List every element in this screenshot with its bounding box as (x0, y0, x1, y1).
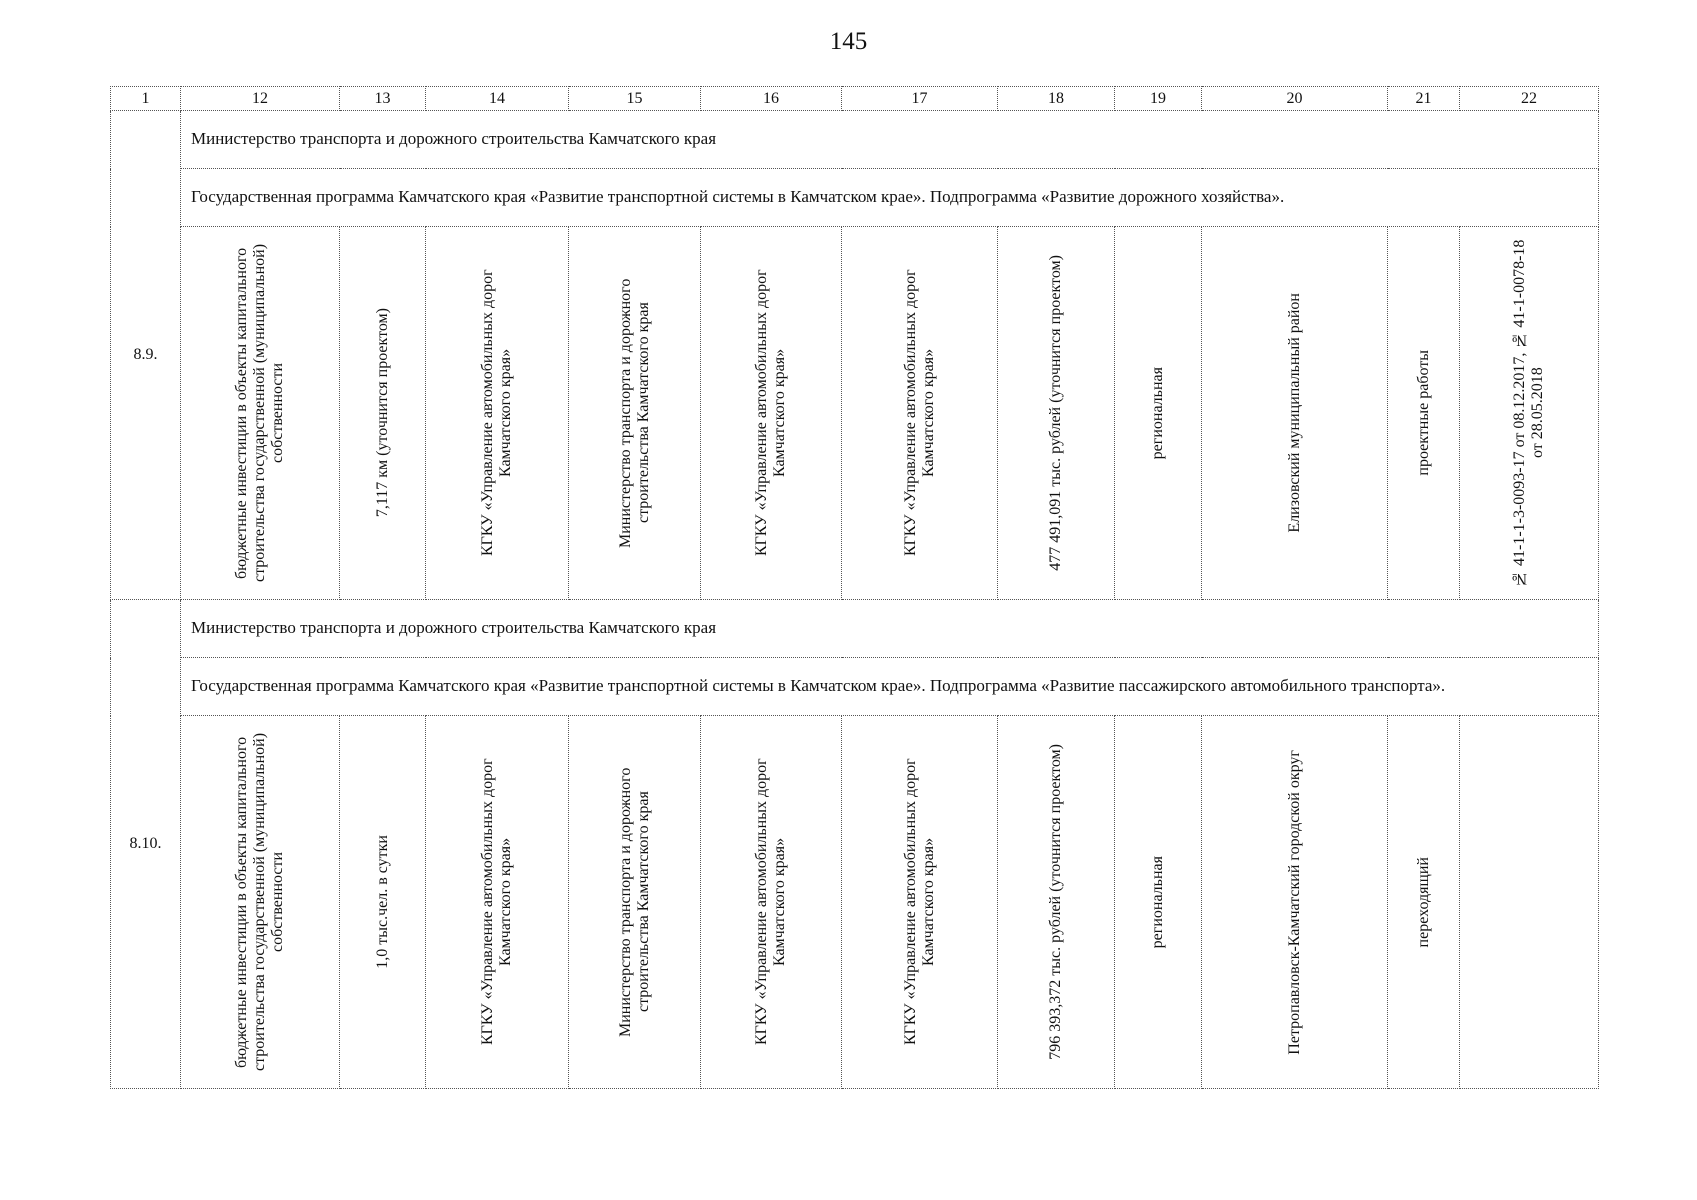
expertise-cell: № 41-1-1-3-0093-17 от 08.12.2017, № 41-1-0078-18 от 28.05.2018 (1460, 227, 1599, 600)
table-row (111, 716, 1599, 1089)
location-cell: Петропавловск-Камчатский городской округ (1202, 716, 1388, 1089)
stage-cell: переходящий (1388, 716, 1460, 1089)
authority-cell: Министерство транспорта и дорожного строительства Камчатского края (569, 716, 701, 1089)
cost-cell: 477 491,091 тыс. рублей (уточнится проектом) (998, 227, 1115, 600)
column-header: 18 (998, 87, 1115, 111)
stage-cell: проектные работы (1388, 227, 1460, 600)
developer-cell: КГКУ «Управление автомобильных дорог Камчатского края» (701, 716, 842, 1089)
column-number-row (111, 87, 1599, 111)
ministry-name: Министерство транспорта и дорожного строительства Камчатского края (181, 111, 1599, 169)
expertise-cell (1460, 716, 1599, 1089)
recipient-cell: КГКУ «Управление автомобильных дорог Камчатского края» (842, 227, 998, 600)
developer-cell: КГКУ «Управление автомобильных дорог Камчатского края» (701, 227, 842, 600)
program-row (111, 658, 1599, 716)
location-cell: Елизовский муниципальный район (1202, 227, 1388, 600)
ownership-cell: региональная (1115, 716, 1202, 1089)
page-number: 145 (829, 28, 868, 55)
column-header: 19 (1115, 87, 1202, 111)
column-header: 12 (181, 87, 340, 111)
table-row (111, 227, 1599, 600)
column-header: 21 (1388, 87, 1460, 111)
investment-type-cell: бюджетные инвестиции в объекты капитального строительства государственной (муниципальной) собственности (181, 716, 340, 1089)
customer-cell: КГКУ «Управление автомобильных дорог Камчатского края» (426, 227, 569, 600)
column-header: 13 (340, 87, 426, 111)
ministry-row (111, 600, 1599, 658)
customer-cell: КГКУ «Управление автомобильных дорог Камчатского края» (426, 716, 569, 1089)
investment-table (110, 86, 1599, 1089)
column-header: 22 (1460, 87, 1599, 111)
column-header: 15 (569, 87, 701, 111)
ownership-cell: региональная (1115, 227, 1202, 600)
column-header: 1 (111, 87, 181, 111)
ministry-row (111, 111, 1599, 169)
program-row (111, 169, 1599, 227)
authority-cell: Министерство транспорта и дорожного строительства Камчатского края (569, 227, 701, 600)
program-name: Государственная программа Камчатского края «Развитие транспортной системы в Камчатском крае». Подпрограмма «Развитие дорожного хозяйства». (181, 169, 1599, 227)
column-header: 16 (701, 87, 842, 111)
capacity-cell: 1,0 тыс.чел. в сутки (340, 716, 426, 1089)
program-name: Государственная программа Камчатского края «Развитие транспортной системы в Камчатском крае». Подпрограмма «Развитие пассажирского автомобильного транспорта». (181, 658, 1599, 716)
investment-type-cell: бюджетные инвестиции в объекты капитального строительства государственной (муниципальной) собственности (181, 227, 340, 600)
ministry-name: Министерство транспорта и дорожного строительства Камчатского края (181, 600, 1599, 658)
column-header: 17 (842, 87, 998, 111)
row-number: 8.10. (111, 600, 181, 1089)
column-header: 14 (426, 87, 569, 111)
cost-cell: 796 393,372 тыс. рублей (уточнится проектом) (998, 716, 1115, 1089)
column-header: 20 (1202, 87, 1388, 111)
capacity-cell: 7,117 км (уточнится проектом) (340, 227, 426, 600)
row-number: 8.9. (111, 111, 181, 600)
recipient-cell: КГКУ «Управление автомобильных дорог Камчатского края» (842, 716, 998, 1089)
